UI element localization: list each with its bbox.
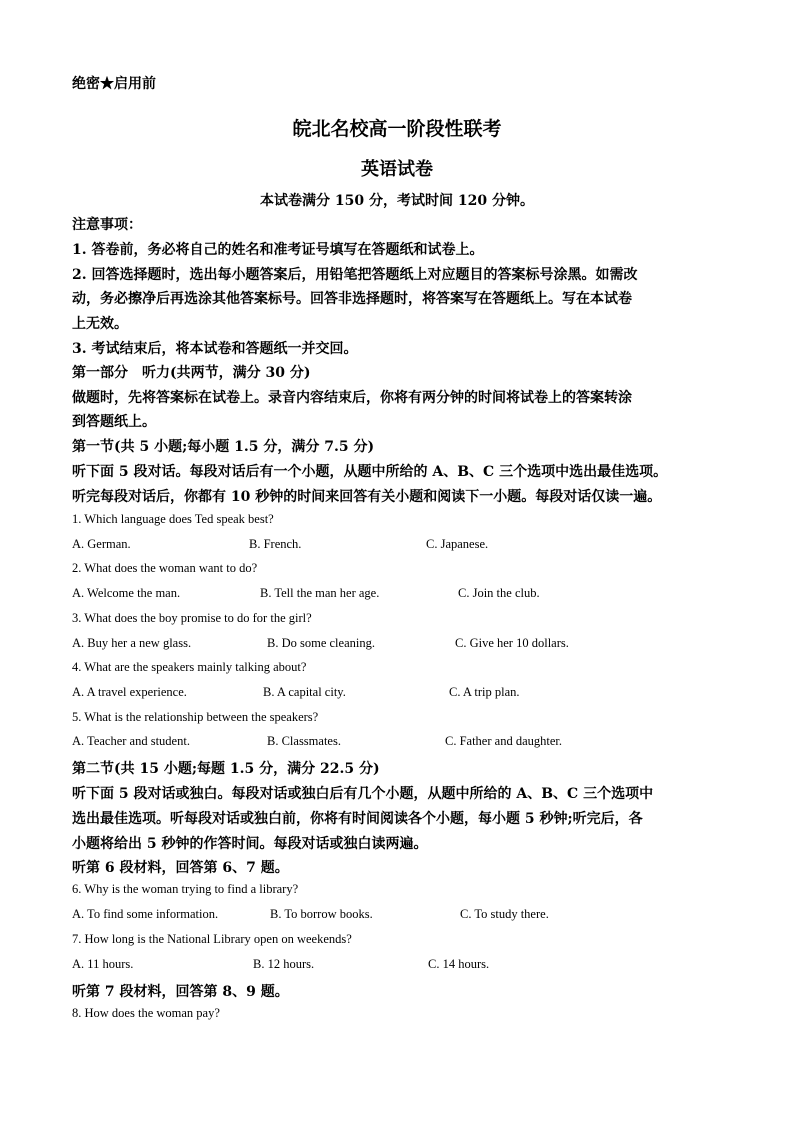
option-a: A. A travel experience. [72, 685, 187, 699]
material-6-heading: 听第 6 段材料，回答第 6、7 题。 [72, 860, 289, 876]
option-a: A. 11 hours. [72, 957, 134, 971]
option-c: C. Give her 10 dollars. [455, 636, 569, 650]
question-5: 5. What is the relationship between the speakers? [72, 710, 319, 724]
material-7-heading: 听第 7 段材料，回答第 8、9 题。 [72, 984, 289, 1000]
option-b: B. Tell the man her age. [260, 586, 380, 600]
note-1: 1. 答卷前，务必将自己的姓名和准考证号填写在答题纸和试卷上。 [72, 242, 484, 258]
option-b: B. 12 hours. [253, 957, 315, 971]
section2-heading: 第二节(共 15 小题;每题 1.5 分，满分 22.5 分) [72, 761, 380, 777]
exam-subtitle: 英语试卷 [361, 159, 433, 180]
question-3: 3. What does the boy promise to do for the girl? [72, 611, 312, 625]
option-c: C. 14 hours. [428, 957, 490, 971]
note-2-line-2: 动，务必擦净后再选涂其他答案标号。回答非选择题时，将答案写在答题纸上。写在本试卷 [72, 291, 632, 307]
question-2: 2. What does the woman want to do? [72, 561, 258, 575]
option-c: C. Father and daughter. [445, 734, 562, 748]
exam-title: 皖北名校高一阶段性联考 [292, 118, 502, 140]
option-a: A. To find some information. [72, 907, 219, 921]
option-b: B. Do some cleaning. [267, 636, 375, 650]
note-3: 3. 考试结束后，将本试卷和答题纸一并交回。 [72, 341, 358, 357]
confidential-label: 绝密★启用前 [72, 76, 156, 92]
option-a: A. German. [72, 537, 131, 551]
option-a: A. Teacher and student. [72, 734, 190, 748]
note-2-line-1: 2. 回答选择题时，选出每小题答案后，用铅笔把答题纸上对应题目的答案标号涂黑。如需改 [72, 267, 638, 283]
score-info: 本试卷满分 150 分，考试时间 120 分钟。 [260, 193, 534, 209]
note-2-line-3: 上无效。 [72, 316, 128, 332]
part1-instruction-line-1: 做题时，先将答案标在试卷上。录音内容结束后，你将有两分钟的时间将试卷上的答案转涂 [72, 390, 632, 406]
notes-heading: 注意事项： [72, 217, 142, 233]
section1-instruction-line-1: 听下面 5 段对话。每段对话后有一个小题，从题中所给的 A、B、C 三个选项中选出最佳选项。 [72, 464, 668, 480]
option-c: C. A trip plan. [449, 685, 520, 699]
section2-instruction-line-2: 选出最佳选项。听每段对话或独白前，你将有时间阅读各个小题，每小题 5 秒钟;听完后，各 [72, 811, 643, 827]
option-a: A. Welcome the man. [72, 586, 181, 600]
option-a: A. Buy her a new glass. [72, 636, 192, 650]
option-b: B. Classmates. [267, 734, 341, 748]
section1-instruction-line-2: 听完每段对话后，你都有 10 秒钟的时间来回答有关小题和阅读下一小题。每段对话仅读一遍。 [72, 489, 662, 505]
question-1: 1. Which language does Ted speak best? [72, 512, 274, 526]
section2-instruction-line-3: 小题将给出 5 秒钟的作答时间。每段对话或独白读两遍。 [72, 836, 428, 852]
part1-instruction-line-2: 到答题纸上。 [72, 414, 156, 430]
section1-heading: 第一节(共 5 小题;每小题 1.5 分，满分 7.5 分) [72, 439, 375, 455]
question-8: 8. How does the woman pay? [72, 1006, 220, 1020]
part1-heading: 第一部分 听力(共两节，满分 30 分) [72, 365, 311, 381]
question-6: 6. Why is the woman trying to find a library? [72, 882, 299, 896]
option-c: C. Japanese. [426, 537, 489, 551]
option-c: C. Join the club. [458, 586, 540, 600]
option-b: B. French. [249, 537, 302, 551]
option-b: B. To borrow books. [270, 907, 373, 921]
question-7: 7. How long is the National Library open on weekends? [72, 932, 352, 946]
option-c: C. To study there. [460, 907, 549, 921]
option-b: B. A capital city. [263, 685, 346, 699]
question-4: 4. What are the speakers mainly talking about? [72, 660, 307, 674]
section2-instruction-line-1: 听下面 5 段对话或独白。每段对话或独白后有几个小题，从题中所给的 A、B、C 三个选项中 [72, 786, 654, 802]
